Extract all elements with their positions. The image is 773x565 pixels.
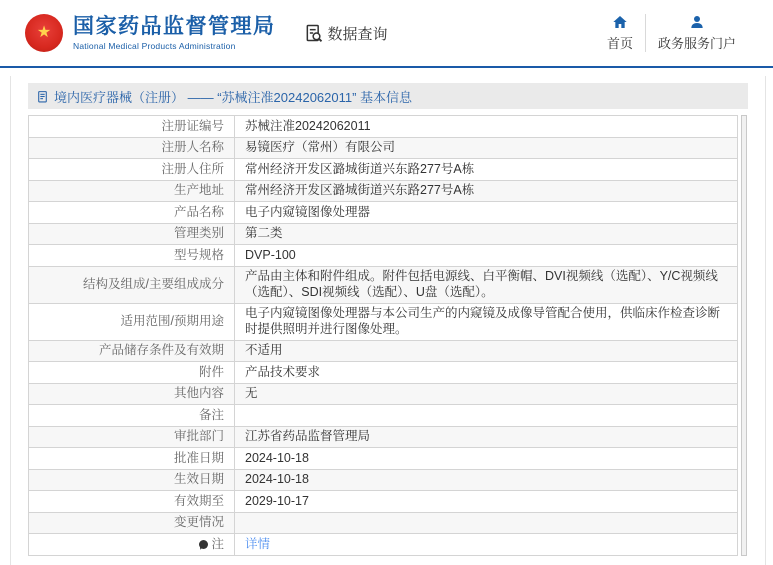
- row-label: 管理类别: [29, 223, 235, 245]
- row-value: 电子内窥镜图像处理器与本公司生产的内窥镜及成像导管配合使用，供临床作检查诊断时提供照明并进行图像处理。: [235, 303, 738, 340]
- row-value: 江苏省药品监督管理局: [235, 426, 738, 448]
- registration-info-table: [28, 115, 738, 556]
- row-label: 产品名称: [29, 202, 235, 224]
- row-value: 第二类: [235, 223, 738, 245]
- row-label: 有效期至: [29, 491, 235, 513]
- row-label: 变更情况: [29, 512, 235, 534]
- table-row: [29, 116, 738, 138]
- row-value: 产品技术要求: [235, 362, 738, 384]
- row-label: 审批部门: [29, 426, 235, 448]
- row-value: 产品由主体和附件组成。附件包括电源线、白平衡帽、DVI视频线（选配）、Y/C视频线（选配）、SDI视频线（选配）、U盘（选配）。: [235, 266, 738, 303]
- row-value: 电子内窥镜图像处理器: [235, 202, 738, 224]
- row-value: 2024-10-18: [235, 469, 738, 491]
- row-label: 结构及组成/主要组成成分: [29, 266, 235, 303]
- row-label: 生效日期: [29, 469, 235, 491]
- row-label: 附件: [29, 362, 235, 384]
- table-row: [29, 448, 738, 470]
- row-label: 生产地址: [29, 180, 235, 202]
- row-value: 无: [235, 383, 738, 405]
- table-row: [29, 405, 738, 427]
- table-row: [29, 426, 738, 448]
- nav-item-label: 首页: [606, 36, 633, 51]
- row-value: [235, 405, 738, 427]
- row-value: 2024-10-18: [235, 448, 738, 470]
- breadcrumb-text: 境内医疗器械（注册） —— “苏械注准20242062011” 基本信息: [54, 89, 413, 105]
- document-icon: [36, 90, 49, 103]
- data-query-label: 数据查询: [327, 25, 388, 43]
- row-value: [235, 534, 738, 556]
- table-row: [29, 491, 738, 513]
- row-value: [235, 512, 738, 534]
- row-label: 备注: [29, 405, 235, 427]
- table-row: [29, 340, 738, 362]
- user-icon: [689, 14, 705, 30]
- table-row: [29, 159, 738, 181]
- national-emblem-icon: ★: [25, 14, 63, 52]
- note-balloon-icon: [199, 540, 208, 549]
- row-label: 其他内容: [29, 383, 235, 405]
- table-row: [29, 362, 738, 384]
- table-row: [29, 534, 738, 556]
- table-row: [29, 469, 738, 491]
- row-value: 易镜医疗（常州）有限公司: [235, 137, 738, 159]
- row-label: 注册人住所: [29, 159, 235, 181]
- site-header: [0, 0, 773, 68]
- home-icon: [612, 14, 628, 30]
- table-row: [29, 245, 738, 267]
- row-value: 常州经济开发区潞城街道兴东路277号A栋: [235, 180, 738, 202]
- header-nav: [595, 14, 748, 52]
- nav-item-home[interactable]: [595, 14, 645, 52]
- table-row: [29, 383, 738, 405]
- row-label: 注: [29, 534, 235, 556]
- row-label: 产品储存条件及有效期: [29, 340, 235, 362]
- row-value: 2029-10-17: [235, 491, 738, 513]
- table-row: [29, 223, 738, 245]
- row-label: 型号规格: [29, 245, 235, 267]
- row-label: 注册证编号: [29, 116, 235, 138]
- table-row: [29, 303, 738, 340]
- info-table-body: [29, 116, 738, 556]
- table-row: [29, 512, 738, 534]
- row-label: 注册人名称: [29, 137, 235, 159]
- site-logo[interactable]: [25, 14, 276, 52]
- document-search-icon: [304, 23, 324, 43]
- table-row: [29, 266, 738, 303]
- breadcrumb: [28, 83, 748, 109]
- content-container: [10, 76, 766, 565]
- row-value: 常州经济开发区潞城街道兴东路277号A栋: [235, 159, 738, 181]
- row-value: 不适用: [235, 340, 738, 362]
- row-value: DVP-100: [235, 245, 738, 267]
- detail-link[interactable]: 详情: [245, 536, 271, 551]
- site-subtitle: National Medical Products Administration: [73, 40, 236, 51]
- table-row: [29, 180, 738, 202]
- nav-item-portal[interactable]: [645, 14, 748, 52]
- table-row: [29, 137, 738, 159]
- nav-item-label: 政务服务门户: [657, 36, 736, 51]
- row-value: 苏械注准20242062011: [235, 116, 738, 138]
- data-query-section[interactable]: [304, 23, 388, 44]
- row-label: 适用范围/预期用途: [29, 303, 235, 340]
- table-row: [29, 202, 738, 224]
- table-zone: [28, 115, 748, 556]
- row-label: 批准日期: [29, 448, 235, 470]
- site-title: 国家药品监督管理局: [73, 15, 276, 39]
- vertical-scrollbar[interactable]: [741, 115, 747, 556]
